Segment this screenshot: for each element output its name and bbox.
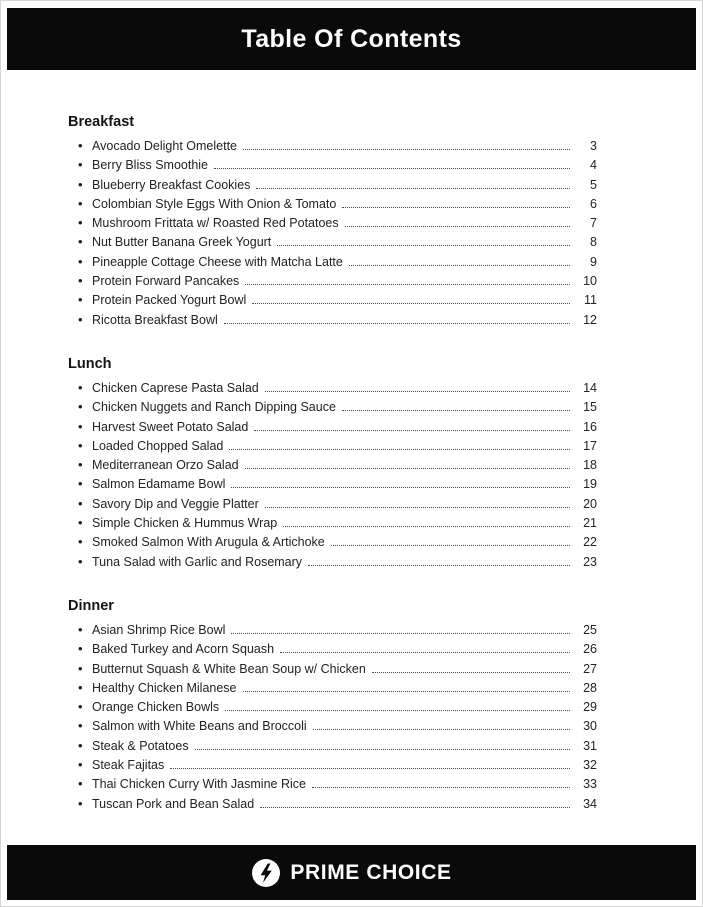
dotted-leader (195, 744, 570, 750)
toc-entry[interactable] (78, 494, 597, 513)
toc-entry[interactable] (78, 716, 597, 735)
toc-entry-page: 19 (583, 477, 597, 492)
toc-entry-label: • Berry Bliss Smoothie (92, 158, 209, 173)
toc-entry-label: • Orange Chicken Bowls (92, 700, 220, 715)
dotted-leader (312, 782, 570, 788)
dotted-leader (229, 444, 570, 450)
toc-entry-page: 28 (583, 680, 597, 695)
toc-entry-label: • Protein Forward Pancakes (92, 274, 240, 289)
dotted-leader (170, 763, 570, 769)
toc-entry[interactable] (78, 774, 597, 793)
dotted-leader (349, 260, 570, 266)
dotted-leader (372, 667, 570, 673)
toc-entry-label: • Protein Packed Yogurt Bowl (92, 293, 247, 308)
toc-entry[interactable] (78, 232, 597, 251)
toc-entry[interactable] (78, 213, 597, 232)
toc-entry-label: • Avocado Delight Omelette (92, 139, 237, 153)
toc-entry-label: • Salmon with White Beans and Broccoli (92, 719, 307, 734)
toc-entry[interactable] (78, 417, 597, 436)
toc-entry-page: 12 (583, 312, 597, 327)
toc-entry-label: • Smoked Salmon With Arugula & Artichoke (92, 535, 325, 550)
toc-entry[interactable] (78, 455, 597, 474)
toc-entry[interactable] (78, 678, 597, 697)
toc-entry[interactable] (78, 620, 597, 639)
toc-entry-page: 29 (583, 700, 597, 715)
toc-entry-label: • Asian Shrimp Rice Bowl (92, 622, 226, 637)
toc-entry[interactable] (78, 697, 597, 716)
toc-entry[interactable] (78, 397, 597, 416)
dotted-leader (345, 221, 570, 227)
dotted-leader (280, 647, 570, 653)
toc-entry-page: 9 (590, 254, 597, 269)
toc-entry[interactable] (78, 155, 597, 174)
toc-entry-label: • Chicken Caprese Pasta Salad (92, 380, 259, 395)
toc-entry-label: • Colombian Style Eggs With Onion & Tomato (92, 196, 337, 211)
brand-name: PRIME CHOICE (290, 860, 452, 884)
dotted-leader (277, 240, 570, 246)
toc-entry-page: 26 (583, 642, 597, 657)
toc-entry-page: 27 (583, 661, 597, 676)
toc-entry-page: 5 (590, 177, 597, 192)
toc-entry-page: 7 (590, 216, 597, 231)
dotted-leader (231, 482, 570, 488)
toc-entry[interactable] (78, 290, 597, 309)
toc-entry-label: • Mushroom Frittata w/ Roasted Red Potatoes (92, 216, 339, 231)
toc-entry-page: 15 (583, 400, 597, 415)
toc-entry[interactable] (78, 736, 597, 755)
toc-entry[interactable] (78, 252, 597, 271)
toc-entry[interactable] (78, 175, 597, 194)
dotted-leader (245, 279, 570, 285)
toc-entry-label: • Baked Turkey and Acorn Squash (92, 642, 275, 657)
toc-entry-page: 14 (583, 380, 597, 395)
footer-bar (7, 845, 696, 900)
dotted-leader (342, 202, 570, 208)
section-list (68, 620, 597, 813)
toc-entry-page: 32 (583, 758, 597, 773)
toc-entry-label: • Salmon Edamame Bowl (92, 477, 226, 492)
toc-entry-page: 8 (590, 235, 597, 250)
section-list (68, 136, 597, 329)
toc-entry-page: 10 (583, 274, 597, 289)
toc-entry-page: 6 (590, 196, 597, 211)
dotted-leader (225, 705, 570, 711)
section-title: Dinner (68, 597, 114, 614)
toc-entry[interactable] (78, 659, 597, 678)
toc-entry[interactable] (78, 136, 597, 155)
toc-entry[interactable] (78, 474, 597, 493)
toc-entry-page: 17 (583, 438, 597, 453)
dotted-leader (313, 724, 570, 730)
toc-entry-page: 23 (583, 554, 597, 569)
toc-entry-label: • Tuscan Pork and Bean Salad (92, 796, 255, 811)
toc-entry[interactable] (78, 310, 597, 329)
toc-entry[interactable] (78, 552, 597, 571)
dotted-leader (342, 405, 570, 411)
dotted-leader (265, 502, 570, 508)
toc-entry-label: • Blueberry Breakfast Cookies (92, 177, 251, 192)
toc-entry-page: 30 (583, 719, 597, 734)
toc-entry-label: • Pineapple Cottage Cheese with Matcha Latte (92, 254, 343, 269)
toc-entry-label: • Nut Butter Banana Greek Yogurt (92, 235, 272, 250)
toc-entry-page: 25 (583, 622, 597, 637)
toc-entry-page: 18 (583, 458, 597, 473)
toc-sections (68, 114, 597, 813)
dotted-leader (308, 560, 570, 566)
toc-entry-label: • Chicken Nuggets and Ranch Dipping Sauce (92, 400, 336, 415)
toc-section (68, 114, 597, 329)
toc-entry-page: 20 (583, 496, 597, 511)
toc-entry-page: 22 (583, 535, 597, 550)
dotted-leader (265, 386, 570, 392)
dotted-leader (252, 298, 570, 304)
toc-entry[interactable] (78, 271, 597, 290)
toc-entry-label: • Tuna Salad with Garlic and Rosemary (92, 554, 303, 569)
toc-entry-label: • Thai Chicken Curry With Jasmine Rice (92, 777, 306, 792)
toc-entry-page: 33 (583, 777, 597, 792)
toc-entry[interactable] (78, 194, 597, 213)
toc-entry-page: 34 (583, 796, 597, 811)
toc-entry-label: • Ricotta Breakfast Bowl (92, 312, 218, 327)
toc-entry-label: • Healthy Chicken Milanese (92, 680, 237, 695)
toc-entry-label: • Loaded Chopped Salad (92, 438, 224, 453)
toc-entry[interactable] (78, 639, 597, 658)
dotted-leader (245, 463, 570, 469)
dotted-leader (283, 521, 570, 527)
toc-entry-page: 16 (583, 419, 597, 434)
toc-entry-label: • Harvest Sweet Potato Salad (92, 419, 249, 434)
toc-entry-page: 11 (584, 293, 597, 308)
toc-entry[interactable] (78, 794, 597, 813)
toc-section (68, 356, 597, 571)
toc-entry-label: • Steak Fajitas (92, 758, 165, 773)
dotted-leader (331, 540, 570, 546)
toc-entry[interactable] (78, 378, 597, 397)
dotted-leader (243, 686, 570, 692)
dotted-leader (224, 318, 570, 324)
toc-section (68, 598, 597, 813)
header-bar (7, 8, 696, 70)
toc-entry-label: • Steak & Potatoes (92, 738, 189, 753)
toc-entry[interactable] (78, 513, 597, 532)
section-title: Breakfast (68, 114, 135, 130)
toc-entry[interactable] (78, 755, 597, 774)
section-list (68, 378, 597, 571)
toc-content (68, 114, 597, 840)
dotted-leader (260, 802, 570, 808)
toc-entry[interactable] (78, 436, 597, 455)
toc-entry[interactable] (78, 532, 597, 551)
toc-entry-label: • Mediterranean Orzo Salad (92, 458, 239, 473)
toc-entry-page: 21 (583, 516, 597, 531)
toc-entry-label: • Butternut Squash & White Bean Soup w/ Chicken (92, 661, 366, 676)
toc-entry-page: 4 (590, 158, 597, 173)
section-title: Lunch (68, 355, 112, 372)
toc-entry-label: • Simple Chicken & Hummus Wrap (92, 516, 278, 531)
toc-entry-page: 31 (583, 738, 597, 753)
dotted-leader (254, 425, 570, 431)
toc-entry-label: • Savory Dip and Veggie Platter (92, 496, 259, 511)
toc-entry-page: 3 (590, 139, 597, 153)
dotted-leader (256, 183, 570, 189)
page-title: Table Of Contents (241, 24, 462, 53)
prime-choice-logo-icon (251, 858, 281, 888)
dotted-leader (243, 144, 570, 150)
dotted-leader (214, 163, 570, 169)
dotted-leader (231, 628, 570, 634)
